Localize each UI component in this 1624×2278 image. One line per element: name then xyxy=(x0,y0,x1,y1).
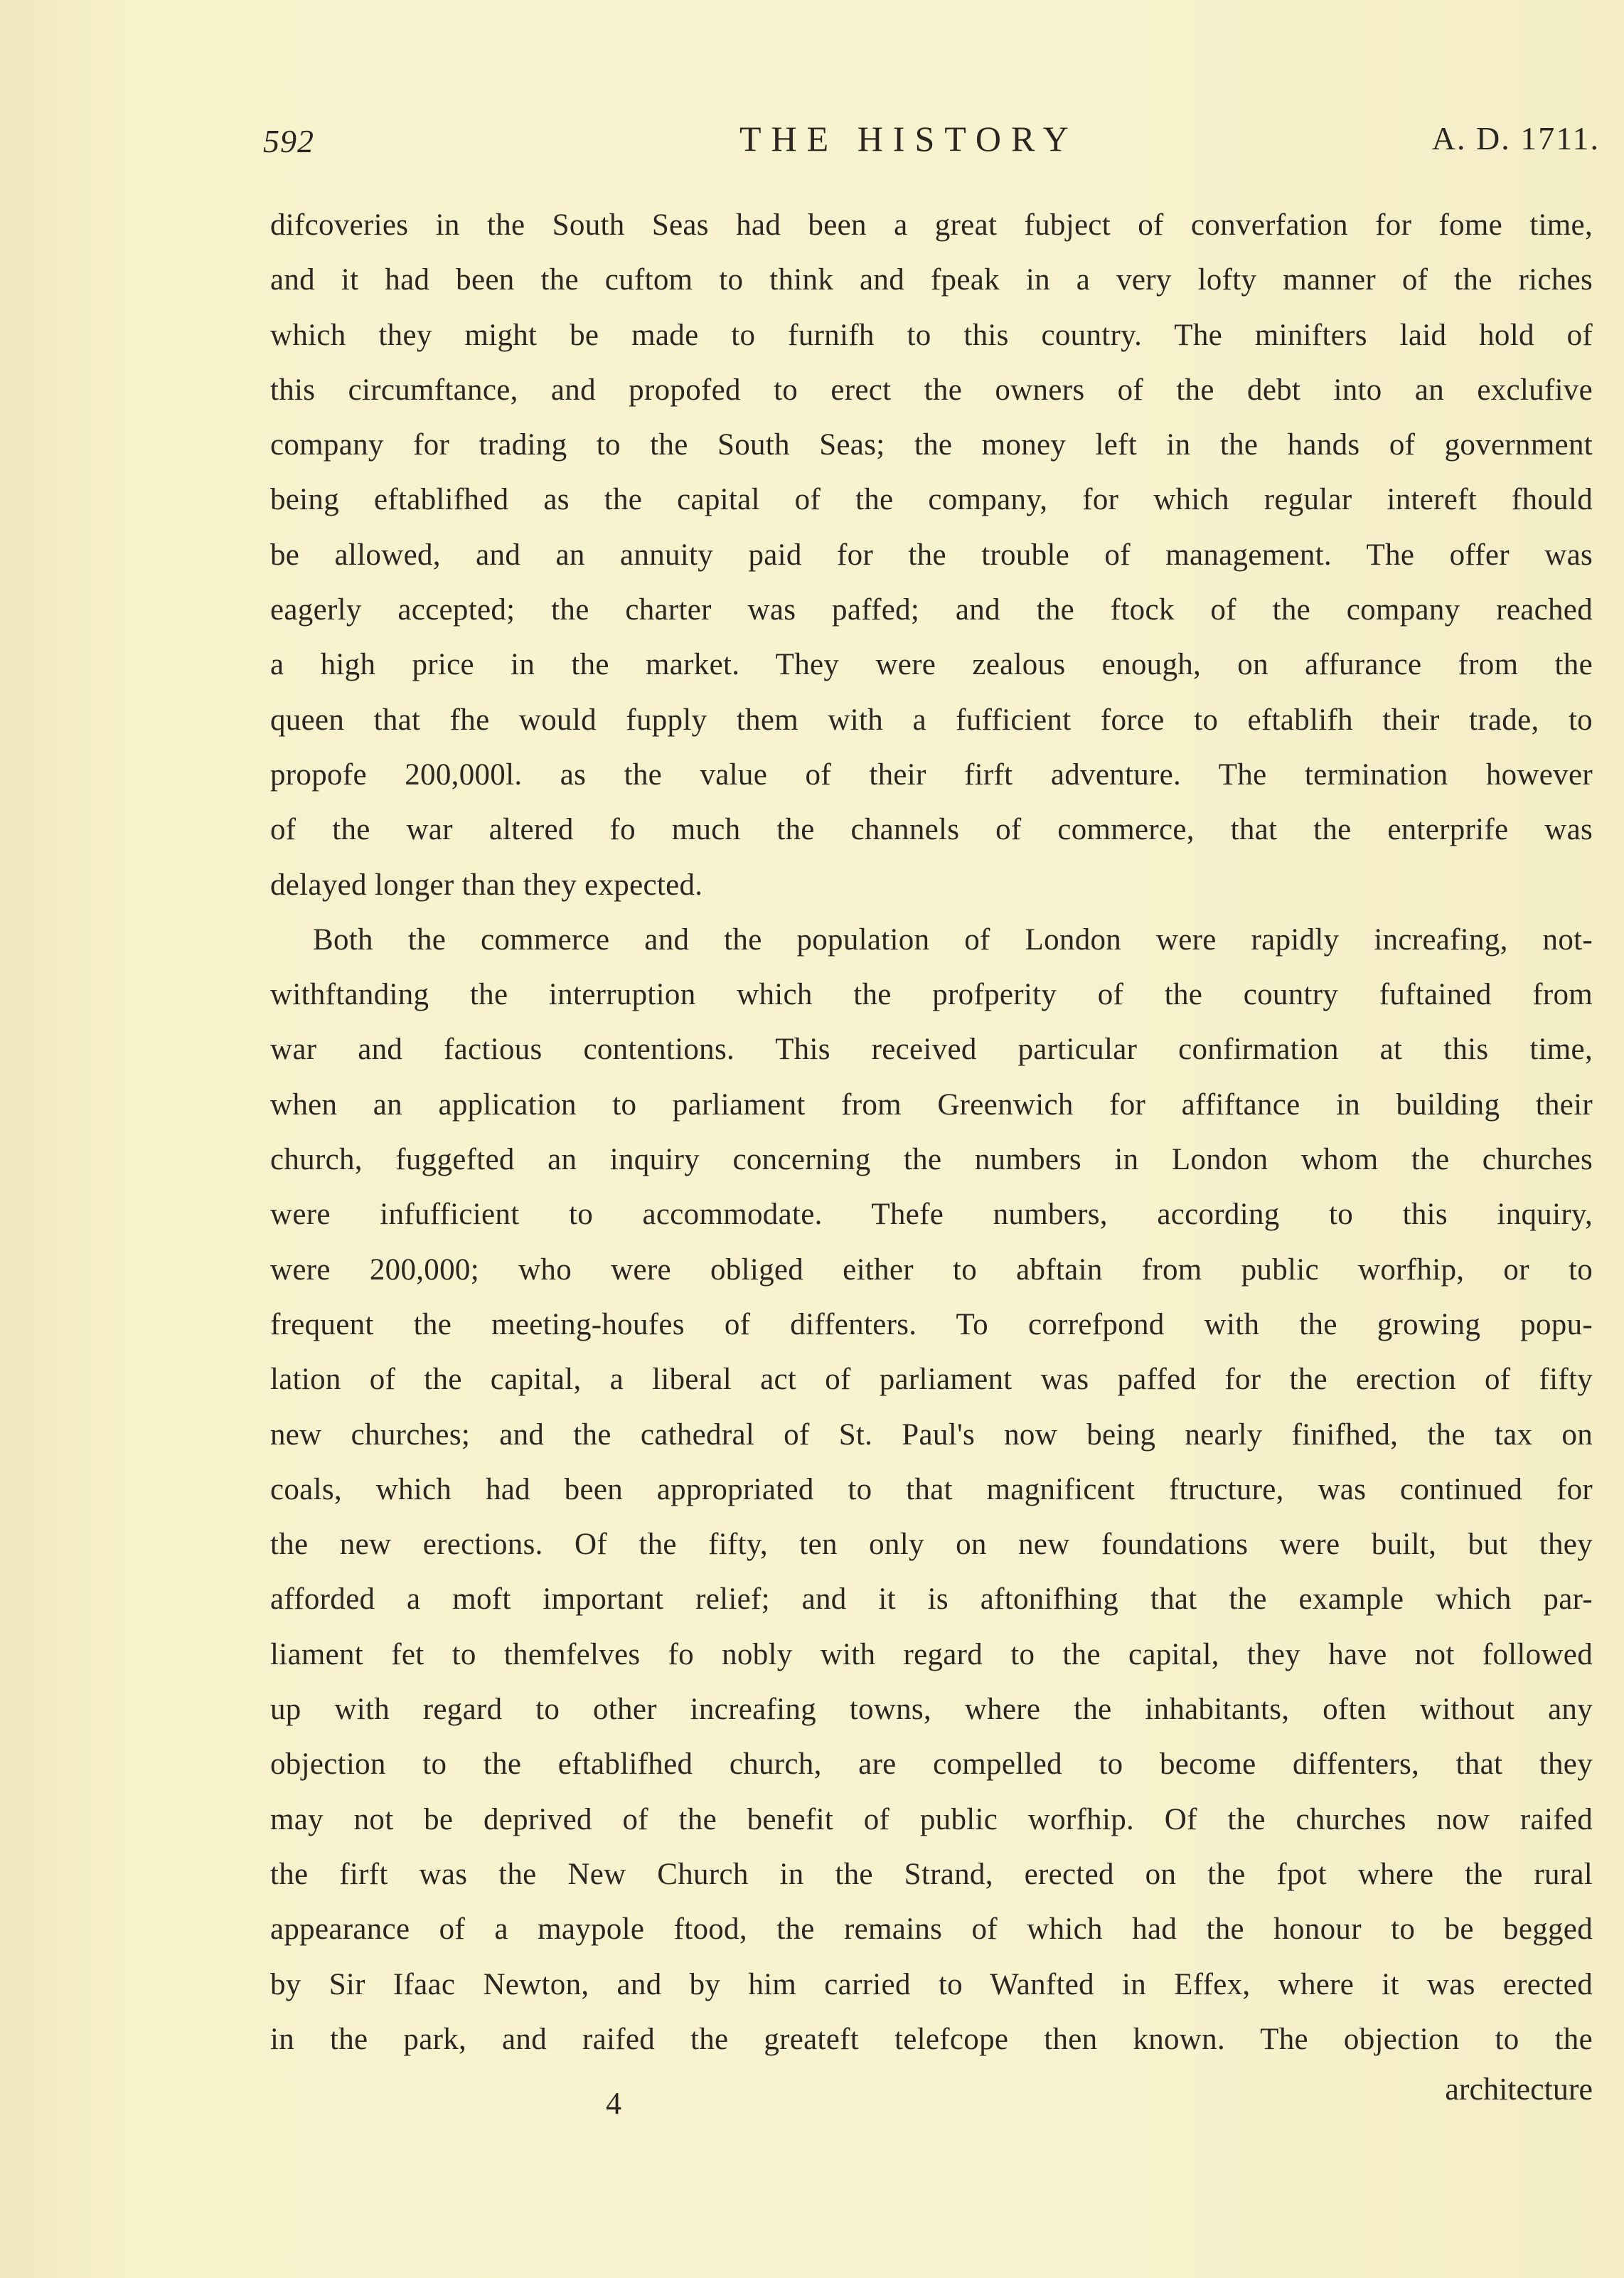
body-text xyxy=(270,198,1593,2067)
text-line: appearance of a maypole ftood, the remains of which had the honour to be begged xyxy=(270,1912,1593,1947)
text-line: the firft was the New Church in the Strand, erected on the fpot where the rural xyxy=(270,1857,1593,1891)
text-line: war and factious contentions. This received particular confirmation at this time, xyxy=(270,1033,1593,1067)
text-line: of the war altered fo much the channels of commerce, that the enterprife was xyxy=(270,813,1593,847)
page-number: 592 xyxy=(263,123,314,159)
text-line: difcoveries in the South Seas had been a great fubject of converfation for fome time, xyxy=(270,208,1593,242)
text-line: withftanding the interruption which the profperity of the country fuftained from xyxy=(270,978,1593,1012)
text-line: the new erections. Of the fifty, ten only on new foundations were built, but they xyxy=(270,1528,1593,1562)
text-line: objection to the eftablifhed church, are compelled to become diffenters, that they xyxy=(270,1747,1593,1782)
text-line: a high price in the market. They were zealous enough, on affurance from the xyxy=(270,648,1593,682)
text-line: delayed longer than they expected. xyxy=(270,868,703,902)
text-line: propofe 200,000l. as the value of their firft adventure. The termination however xyxy=(270,757,1593,792)
text-line: and it had been the cuftom to think and fpeak in a very lofty manner of the riches xyxy=(270,263,1593,297)
text-line: company for trading to the South Seas; the money left in the hands of government xyxy=(270,428,1593,462)
text-line: this circumftance, and propofed to erect the owners of the debt into an exclufive xyxy=(270,373,1593,407)
text-line: being eftablifhed as the capital of the company, for which regular intereft fhould xyxy=(270,483,1593,517)
text-line: liament fet to themfelves fo nobly with regard to the capital, they have not followed xyxy=(270,1637,1593,1671)
text-line: new churches; and the cathedral of St. Paul's now being nearly finifhed, the tax on xyxy=(270,1417,1593,1452)
signature-mark: 4 xyxy=(606,2086,621,2121)
text-line: may not be deprived of the benefit of public worfhip. Of the churches now raifed xyxy=(270,1802,1593,1836)
text-line: frequent the meeting-houfes of diffenters. To correfpond with the growing popu- xyxy=(270,1307,1593,1341)
year-heading: A. D. 1711. xyxy=(1431,120,1600,156)
text-line: coals, which had been appropriated to that magnificent ftructure, was continued for xyxy=(270,1472,1593,1506)
catchword: architecture xyxy=(1445,2072,1593,2107)
text-line: queen that fhe would fupply them with a fufficient force to eftablifh their trade, to xyxy=(270,703,1593,737)
page-header xyxy=(263,119,1600,179)
text-line: which they might be made to furnifh to this country. The minifters laid hold of xyxy=(270,318,1593,352)
text-line: afforded a moft important relief; and it is aftonifhing that the example which par- xyxy=(270,1582,1593,1617)
text-line: lation of the capital, a liberal act of parliament was paffed for the erection of fifty xyxy=(270,1363,1593,1397)
running-title: THE HISTORY xyxy=(739,119,1079,159)
text-line: up with regard to other increafing towns, where the inhabitants, often without any xyxy=(270,1693,1593,1727)
text-line: in the park, and raifed the greateft telefcope then known. The objection to the xyxy=(270,2022,1593,2056)
text-line: eagerly accepted; the charter was paffed; and the ftock of the company reached xyxy=(270,593,1593,627)
text-line: when an application to parliament from Greenwich for affiftance in building their xyxy=(270,1087,1593,1122)
text-line: church, fuggefted an inquiry concerning the numbers in London whom the churches xyxy=(270,1143,1593,1177)
text-line: Both the commerce and the population of London were rapidly increafing, not- xyxy=(313,922,1593,957)
text-line: by Sir Ifaac Newton, and by him carried to Wanfted in Effex, where it was erected xyxy=(270,1967,1593,2001)
text-line: were 200,000; who were obliged either to abftain from public worfhip, or to xyxy=(270,1252,1593,1287)
text-line: were infufficient to accommodate. Thefe numbers, according to this inquiry, xyxy=(270,1198,1593,1232)
text-line: be allowed, and an annuity paid for the trouble of management. The offer was xyxy=(270,538,1593,572)
